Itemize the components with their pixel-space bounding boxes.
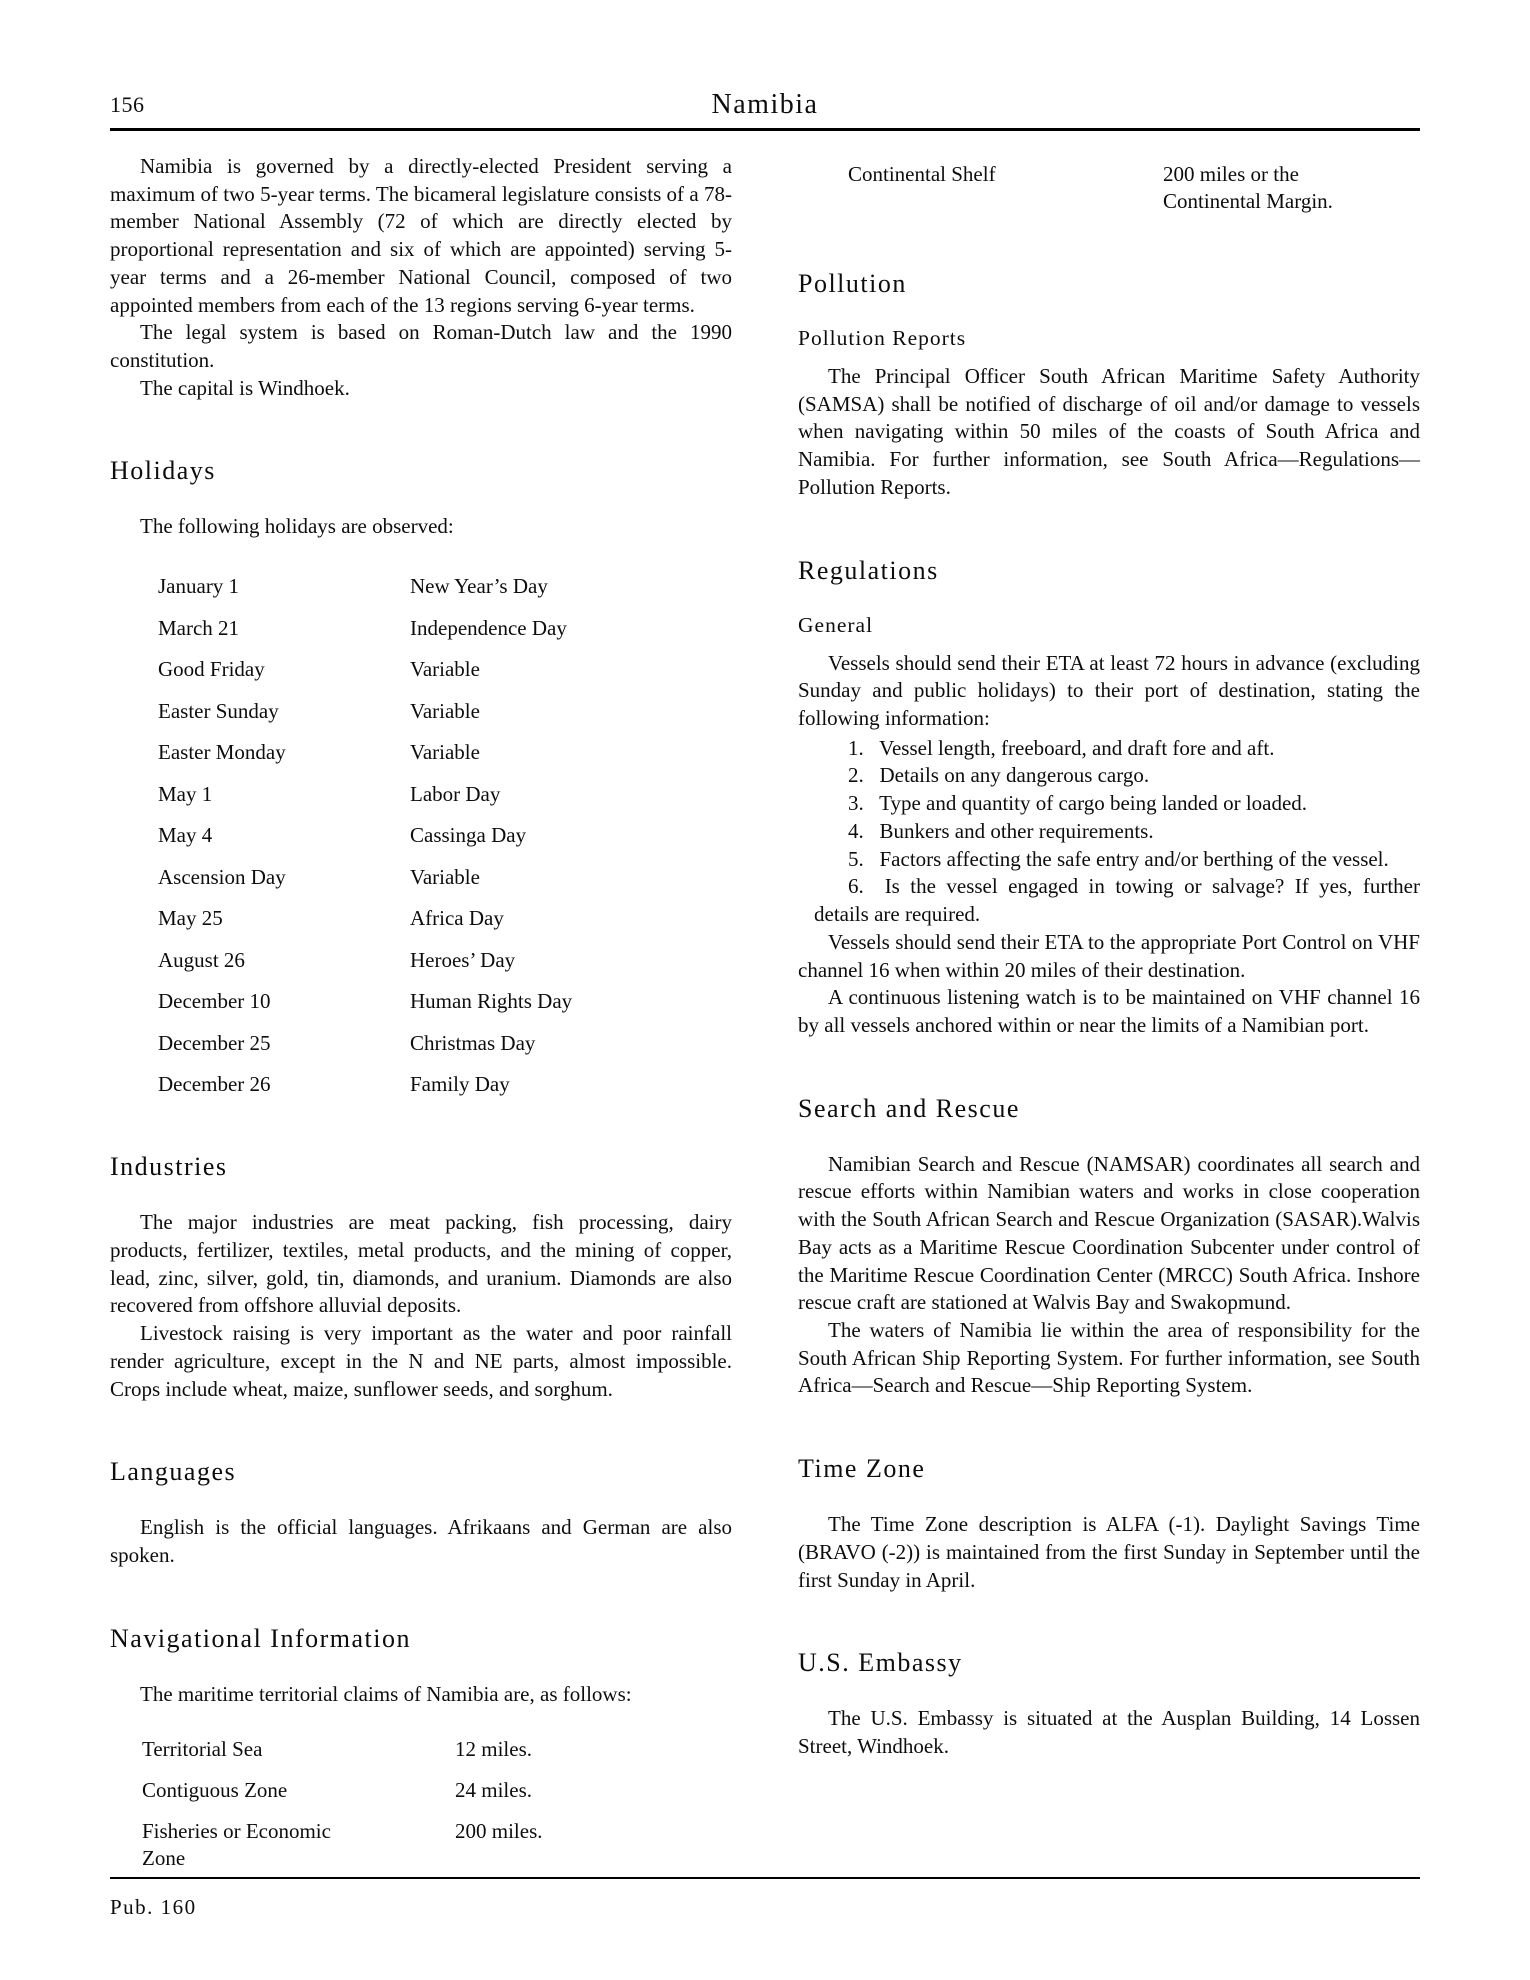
claim-label: Contiguous Zone <box>142 1778 288 1803</box>
table-row <box>158 1071 732 1098</box>
header-rule <box>110 128 1420 131</box>
regulations-paragraph-3: A continuous listening watch is to be maintained on VHF channel 16 by all vessels anchored within or near the limits of a Namibian port. <box>798 985 1420 1037</box>
general-subheading: General <box>798 612 874 637</box>
industries-heading: Industries <box>110 1152 228 1182</box>
claim-label: Fisheries or Economic Zone <box>142 1819 331 1871</box>
holidays-intro: The following holidays are observed: <box>140 514 454 539</box>
right-column <box>798 153 1420 1886</box>
list-item: 1. Vessel length, freeboard, and draft fore and aft. <box>848 735 1275 760</box>
table-row <box>158 822 732 849</box>
table-row <box>142 1736 732 1763</box>
holiday-date: Easter Sunday <box>158 698 279 723</box>
pollution-heading: Pollution <box>798 269 907 298</box>
industries-paragraph-1: The major industries are meat packing, fish processing, dairy products, fertilizer, textiles, metal products, and the mining of copper, lead, zinc, silver, gold, tin, diamonds, and uranium. Diamonds are also recovered from offshore alluvial deposits. <box>110 1210 732 1318</box>
territorial-claims-table <box>142 1736 732 1872</box>
holiday-date: December 25 <box>158 1030 271 1055</box>
search-and-rescue-heading: Search and Rescue <box>798 1093 1020 1123</box>
industries-paragraph-2: Livestock raising is very important as the water and poor rainfall render agriculture, except in the N and NE parts, almost impossible. Crops include wheat, maize, sunflower seeds, and sorghum. <box>110 1321 732 1401</box>
languages-paragraph: English is the official languages. Afrikaans and German are also spoken. <box>110 1515 732 1567</box>
regulations-heading: Regulations <box>798 555 939 585</box>
page-title: Namibia <box>711 89 819 120</box>
table-row <box>142 1818 732 1872</box>
holidays-table <box>158 573 732 1098</box>
holiday-date: Easter Monday <box>158 740 286 765</box>
table-row <box>158 615 732 642</box>
publication-number: Pub. 160 <box>110 1895 197 1919</box>
sar-paragraph-1: Namibian Search and Rescue (NAMSAR) coordinates all search and rescue efforts within Namibian waters and works in close cooperation with the South African Search and Rescue Organization (SASAR).Walvis Bay acts as a Maritime Rescue Coordination Subcenter under control of the Maritime Rescue Coordination Center (MRCC) South Africa. Inshore rescue craft are stationed at Walvis Bay and Swakopmund. <box>798 1151 1420 1315</box>
table-row <box>158 1030 732 1057</box>
holiday-name: Christmas Day <box>410 1030 536 1055</box>
holiday-name: Heroes’ Day <box>410 947 516 972</box>
claim-value: 200 miles. <box>455 1819 543 1844</box>
list-item: 6. Is the vessel engaged in towing or salvage? If yes, further details are required. <box>814 874 1420 927</box>
nav-info-intro: The maritime territorial claims of Namibia are, as follows: <box>140 1681 632 1706</box>
page-header <box>110 88 1420 122</box>
footer-rule <box>110 1877 1420 1879</box>
table-row <box>158 698 732 725</box>
page-number: 156 <box>110 92 145 117</box>
table-row <box>158 947 732 974</box>
table-row <box>798 161 1420 215</box>
holidays-heading: Holidays <box>110 456 216 486</box>
holiday-name: Independence Day <box>410 615 567 640</box>
table-row <box>158 864 732 891</box>
holiday-name: Variable <box>410 864 480 889</box>
holiday-date: December 10 <box>158 989 271 1014</box>
table-row <box>158 905 732 932</box>
table-row <box>142 1777 732 1804</box>
table-row <box>158 739 732 766</box>
navigational-information-heading: Navigational Information <box>110 1623 411 1653</box>
page-footer <box>110 1877 1420 1920</box>
pollution-reports-subheading: Pollution Reports <box>798 326 967 350</box>
sar-paragraph-2: The waters of Namibia lie within the area of responsibility for the South African Ship Reporting System. For further information, see South Africa—Search and Rescue—Ship Reporting System. <box>798 1317 1420 1398</box>
claim-value: 24 miles. <box>455 1778 532 1803</box>
holiday-date: May 4 <box>158 823 213 848</box>
eta-requirements-list <box>798 735 1420 929</box>
holiday-name: New Year’s Day <box>410 574 548 599</box>
holiday-date: December 26 <box>158 1072 271 1097</box>
pollution-paragraph: The Principal Officer South African Maritime Safety Authority (SAMSA) shall be notified of discharge of oil and/or damage to vessels when navigating within 50 miles of the coasts of South Africa and Namibia. For further information, see South Africa—Regulations—Pollution Reports. <box>798 364 1420 499</box>
table-row <box>158 573 732 600</box>
regulations-paragraph-2: Vessels should send their ETA to the appropriate Port Control on VHF channel 16 when within 20 miles of their destination. <box>798 929 1420 982</box>
table-row <box>158 988 732 1015</box>
holiday-name: Human Rights Day <box>410 989 573 1014</box>
holiday-date: August 26 <box>158 947 245 972</box>
holiday-date: May 25 <box>158 906 223 931</box>
holiday-date: May 1 <box>158 781 213 806</box>
holiday-name: Variable <box>410 740 480 765</box>
claim-value: 12 miles. <box>455 1737 532 1762</box>
intro-paragraph-3: The capital is Windhoek. <box>140 375 350 400</box>
holiday-name: Labor Day <box>410 781 501 806</box>
time-zone-paragraph: The Time Zone description is ALFA (-1). Daylight Savings Time (BRAVO (-2)) is maintained from the first Sunday in September until the first Sunday in April. <box>798 1512 1420 1592</box>
holiday-date: Good Friday <box>158 657 265 682</box>
holiday-name: Africa Day <box>410 906 504 931</box>
holiday-name: Cassinga Day <box>410 823 527 848</box>
us-embassy-heading: U.S. Embassy <box>798 1648 963 1678</box>
intro-paragraph-1: Namibia is governed by a directly-elected President serving a maximum of two 5-year terms. The bicameral legislature consists of a 78-member National Assembly (72 of which are directly elected by proportional representation and six of which are appointed) serving 5-year terms and a 26-member National Council, composed of two appointed members from each of the 13 regions serving 6-year terms. <box>110 154 732 317</box>
list-item: 3. Type and quantity of cargo being landed or loaded. <box>848 791 1308 816</box>
claim-label: Territorial Sea <box>142 1737 263 1762</box>
list-item: 2. Details on any dangerous cargo. <box>848 763 1150 788</box>
holiday-name: Variable <box>410 657 480 682</box>
intro-paragraph-2: The legal system is based on Roman-Dutch law and the 1990 constitution. <box>110 320 732 373</box>
holiday-name: Variable <box>410 698 480 723</box>
claim-value: 200 miles or the Continental Margin. <box>1163 162 1333 213</box>
languages-heading: Languages <box>110 1457 237 1487</box>
regulations-paragraph-1: Vessels should send their ETA at least 72 hours in advance (excluding Sunday and public holidays) to their port of destination, stating the following information: <box>798 650 1420 731</box>
us-embassy-paragraph: The U.S. Embassy is situated at the Ausplan Building, 14 Lossen Street, Windhoek. <box>798 1706 1420 1758</box>
list-item: 5. Factors affecting the safe entry and/or berthing of the vessel. <box>848 846 1389 871</box>
holiday-date: March 21 <box>158 615 240 640</box>
left-column <box>110 153 732 1886</box>
table-row <box>158 781 732 808</box>
time-zone-heading: Time Zone <box>798 1454 926 1484</box>
list-item: 4. Bunkers and other requirements. <box>848 818 1154 843</box>
holiday-name: Family Day <box>410 1072 510 1097</box>
table-row <box>158 656 732 683</box>
claim-label: Continental Shelf <box>848 162 996 186</box>
two-column-body <box>110 153 1420 1886</box>
holiday-date: Ascension Day <box>158 864 286 889</box>
holiday-date: January 1 <box>158 574 240 599</box>
